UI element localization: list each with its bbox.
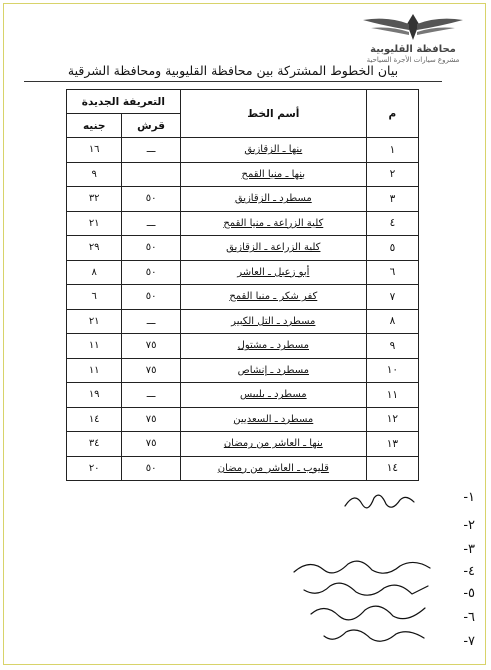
row-number: ٨ <box>366 309 418 334</box>
fare-pound: ٣٤ <box>67 432 122 457</box>
signature-label: ٦- <box>463 610 475 625</box>
fare-qirsh: ٧٥ <box>122 432 180 457</box>
route-name-text: مسطرد ـ السعديين <box>233 413 314 425</box>
route-name-text: مسطرد ـ مشتول <box>237 340 310 352</box>
col-header-tariff: التعريفة الجديدة <box>67 90 181 114</box>
fare-qirsh: ٧٥ <box>122 334 180 359</box>
route-name-text: مسطرد ـ الزقازيق <box>234 193 312 205</box>
document-title: بيان الخطوط المشتركة بين محافظة القليوبية ومحافظة الشرقية <box>67 63 399 78</box>
fare-qirsh <box>122 162 180 187</box>
signature-label: ١- <box>463 490 475 505</box>
fare-pound: ٢١ <box>67 211 122 236</box>
fare-pound: ١٤ <box>67 407 122 432</box>
row-number: ٦ <box>366 260 418 285</box>
table-row <box>67 285 419 310</box>
org-name: محافظة القليوبية <box>370 44 456 55</box>
fare-qirsh: ـــ <box>122 383 180 408</box>
signature-label: ٧- <box>463 634 475 649</box>
route-name <box>180 162 366 187</box>
table-row <box>67 162 419 187</box>
fare-qirsh: ٥٠ <box>122 236 180 261</box>
route-name-text: مسطرد ـ بلبيس <box>239 389 307 401</box>
fare-qirsh: ٥٠ <box>122 260 180 285</box>
route-name <box>180 211 366 236</box>
row-number: ٧ <box>366 285 418 310</box>
rates-table <box>66 89 419 481</box>
route-name <box>180 358 366 383</box>
route-name-text: بنها ـ منيا القمح <box>241 168 306 180</box>
fare-qirsh: ٥٠ <box>122 285 180 310</box>
row-number: ٣ <box>366 187 418 212</box>
fare-pound: ٨ <box>67 260 122 285</box>
table-row <box>67 236 419 261</box>
route-name <box>180 260 366 285</box>
fare-pound: ٢٠ <box>67 456 122 481</box>
table-row <box>67 260 419 285</box>
route-name <box>180 187 366 212</box>
signature-label: ٢- <box>463 518 475 533</box>
row-number: ١٣ <box>366 432 418 457</box>
route-name-text: أبو زعبل ـ العاشر <box>237 266 310 278</box>
fare-qirsh: ٧٥ <box>122 407 180 432</box>
row-number: ٥ <box>366 236 418 261</box>
fare-qirsh: ـــ <box>122 309 180 334</box>
signature-1 <box>340 486 420 520</box>
route-name <box>180 407 366 432</box>
fare-qirsh: ٥٠ <box>122 456 180 481</box>
route-name-text: بنها ـ العاشر من رمضان <box>223 438 323 450</box>
col-header-pound: جنيه <box>67 114 122 138</box>
table-row <box>67 358 419 383</box>
row-number: ١ <box>366 138 418 163</box>
fare-pound: ٢٩ <box>67 236 122 261</box>
signature-7 <box>320 624 430 648</box>
signatures-section <box>0 476 491 666</box>
signature-label: ٤- <box>463 564 475 579</box>
route-name <box>180 309 366 334</box>
org-logo <box>353 10 473 62</box>
col-header-route: أسم الخط <box>180 90 366 138</box>
fare-pound: ٣٢ <box>67 187 122 212</box>
row-number: ١٢ <box>366 407 418 432</box>
fare-pound: ١٦ <box>67 138 122 163</box>
route-name <box>180 285 366 310</box>
fare-pound: ٦ <box>67 285 122 310</box>
route-name <box>180 383 366 408</box>
route-name-text: مسطرد ـ إنشاص <box>237 364 309 376</box>
row-number: ٩ <box>366 334 418 359</box>
winged-logo-icon <box>353 10 473 44</box>
row-number: ٢ <box>366 162 418 187</box>
fare-qirsh: ٥٠ <box>122 187 180 212</box>
route-name <box>180 236 366 261</box>
row-number: ١٠ <box>366 358 418 383</box>
table-row <box>67 432 419 457</box>
fare-qirsh: ـــ <box>122 138 180 163</box>
row-number: ٤ <box>366 211 418 236</box>
route-name-text: كلية الزراعة ـ منيا القمح <box>223 217 324 229</box>
table-row <box>67 211 419 236</box>
fare-qirsh: ٧٥ <box>122 358 180 383</box>
table-row <box>67 309 419 334</box>
route-name-text: بنها ـ الزقازيق <box>244 144 303 156</box>
route-name-text: كفر شكر ـ منيا القمح <box>229 291 318 303</box>
org-subtitle: مشروع سيارات الأجرة السياحية <box>366 56 460 64</box>
fare-pound: ٩ <box>67 162 122 187</box>
route-name <box>180 334 366 359</box>
col-header-no: م <box>366 90 418 138</box>
route-name <box>180 138 366 163</box>
signature-label: ٥- <box>463 586 475 601</box>
row-number: ١٤ <box>366 456 418 481</box>
table-row <box>67 187 419 212</box>
table-row <box>67 334 419 359</box>
row-number: ١١ <box>366 383 418 408</box>
fare-pound: ١١ <box>67 334 122 359</box>
route-name <box>180 432 366 457</box>
title-underline <box>24 81 442 82</box>
fare-pound: ١١ <box>67 358 122 383</box>
table-row <box>67 383 419 408</box>
col-header-qirsh: قرش <box>122 114 180 138</box>
fare-pound: ١٩ <box>67 383 122 408</box>
table-row <box>67 407 419 432</box>
route-name-text: مسطرد ـ التل الكبير <box>231 315 316 327</box>
fare-qirsh: ـــ <box>122 211 180 236</box>
signature-label: ٣- <box>463 542 475 557</box>
route-name-text: قليوب ـ العاشر من رمضان <box>217 462 329 474</box>
route-name-text: كلية الزراعة ـ الزقازيق <box>226 242 321 254</box>
table-row <box>67 138 419 163</box>
fare-pound: ٢١ <box>67 309 122 334</box>
